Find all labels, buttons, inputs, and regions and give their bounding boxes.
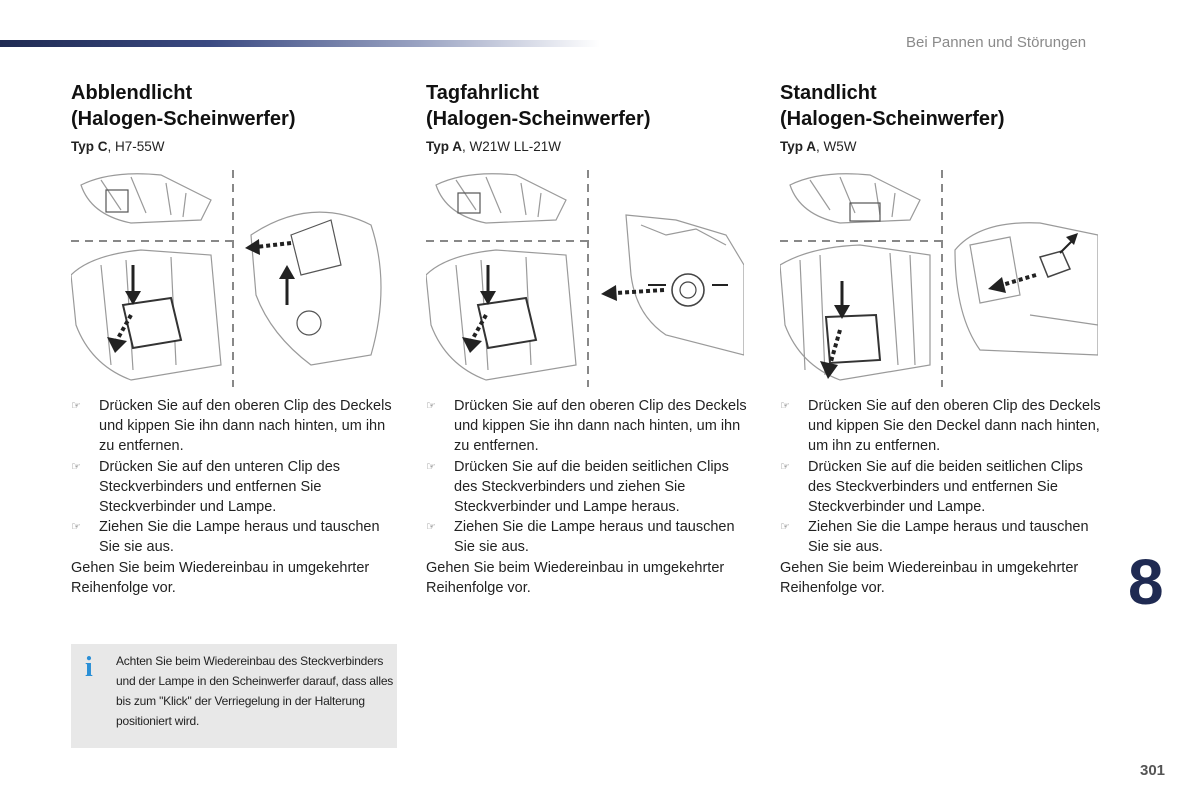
list-item <box>71 457 401 518</box>
list-item <box>780 396 1110 457</box>
column-title <box>780 80 1110 132</box>
steps-list-1 <box>71 396 401 558</box>
column-title-line2: (Halogen-Scheinwerfer) <box>426 108 651 130</box>
info-text: Achten Sie beim Wiedereinbau des Steckverbinders und der Lampe in den Scheinwerfer darauf, dass alles bis zum "Klick" der Verriegelung in der Halterung positioniert wird. <box>116 654 394 728</box>
column-title <box>71 80 401 132</box>
column-standlicht <box>780 80 1110 154</box>
list-item <box>71 396 401 457</box>
step-text: Drücken Sie auf den unteren Clip des Steckverbinders und entfernen Sie Steckverbinder und Lampe. <box>99 458 341 516</box>
column-title <box>426 80 756 132</box>
lamp-type <box>426 139 756 154</box>
column-title-line1: Tagfahrlicht <box>426 82 539 104</box>
column-tagfahrlicht <box>426 80 756 154</box>
headlamp-diagram-3 <box>780 165 1098 387</box>
pointing-hand-icon: ☞ <box>71 521 81 534</box>
list-item <box>426 396 756 457</box>
steps-list-2 <box>426 396 756 558</box>
lamp-type-label: Typ A <box>426 139 462 154</box>
step-text: Drücken Sie auf die beiden seitlichen Clips des Steckverbinders und entfernen Sie Steckverbinder und Lampe. <box>808 458 1083 516</box>
step-text: Drücken Sie auf die beiden seitlichen Clips des Steckverbinders und ziehen Sie Steckverbinder und Lampe heraus. <box>454 458 729 516</box>
lamp-type-value: , W5W <box>816 139 857 154</box>
lamp-type <box>780 139 1110 154</box>
header-accent-bar <box>0 40 600 47</box>
lamp-type-label: Typ C <box>71 139 108 154</box>
illustration-abblendlicht <box>71 165 389 387</box>
info-box <box>71 644 397 748</box>
column-title-line2: (Halogen-Scheinwerfer) <box>71 108 296 130</box>
column-title-line2: (Halogen-Scheinwerfer) <box>780 108 1005 130</box>
pointing-hand-icon: ☞ <box>780 460 790 473</box>
lamp-type-value: , H7-55W <box>107 139 165 154</box>
pointing-hand-icon: ☞ <box>71 400 81 412</box>
headlamp-diagram-2 <box>426 165 744 387</box>
list-item <box>426 457 756 518</box>
step-text: Drücken Sie auf den oberen Clip des Deckels und kippen Sie ihn dann nach hinten, um ihn zu entfernen. <box>99 398 392 455</box>
pointing-hand-icon: ☞ <box>71 460 81 473</box>
pointing-hand-icon: ☞ <box>426 460 436 473</box>
chapter-number: 8 <box>1128 546 1164 618</box>
step-text: Ziehen Sie die Lampe heraus und tauschen Sie sie aus. <box>808 519 1089 556</box>
lamp-type <box>71 139 401 154</box>
step-text: Ziehen Sie die Lampe heraus und tauschen Sie sie aus. <box>99 519 380 556</box>
info-icon: i <box>85 652 93 683</box>
pointing-hand-icon: ☞ <box>780 521 790 534</box>
reassembly-note-1: Gehen Sie beim Wiedereinbau in umgekehrter Reihenfolge vor. <box>71 560 370 597</box>
pointing-hand-icon: ☞ <box>426 400 436 412</box>
reassembly-note-2: Gehen Sie beim Wiedereinbau in umgekehrter Reihenfolge vor. <box>426 560 725 597</box>
pointing-hand-icon: ☞ <box>780 400 790 412</box>
list-item <box>426 517 756 557</box>
headlamp-diagram-1 <box>71 165 389 387</box>
illustration-tagfahrlicht <box>426 165 744 387</box>
section-title: Bei Pannen und Störungen <box>906 34 1087 51</box>
list-item <box>71 517 401 557</box>
lamp-type-value: , W21W LL-21W <box>462 139 562 154</box>
column-title-line1: Standlicht <box>780 82 877 104</box>
list-item <box>780 457 1110 518</box>
step-text: Drücken Sie auf den oberen Clip des Deckels und kippen Sie den Deckel dann nach hinten, um ihn zu entfernen. <box>808 398 1101 455</box>
column-abblendlicht <box>71 80 401 154</box>
steps-list-3 <box>780 396 1110 558</box>
pointing-hand-icon: ☞ <box>426 521 436 534</box>
list-item <box>780 517 1110 557</box>
lamp-type-label: Typ A <box>780 139 816 154</box>
step-text: Ziehen Sie die Lampe heraus und tauschen Sie sie aus. <box>454 519 735 556</box>
step-text: Drücken Sie auf den oberen Clip des Deckels und kippen Sie ihn dann nach hinten, um ihn zu entfernen. <box>454 398 747 455</box>
column-title-line1: Abblendlicht <box>71 82 193 104</box>
reassembly-note-3: Gehen Sie beim Wiedereinbau in umgekehrter Reihenfolge vor. <box>780 560 1079 597</box>
page-number: 301 <box>1140 762 1166 779</box>
illustration-standlicht <box>780 165 1098 387</box>
